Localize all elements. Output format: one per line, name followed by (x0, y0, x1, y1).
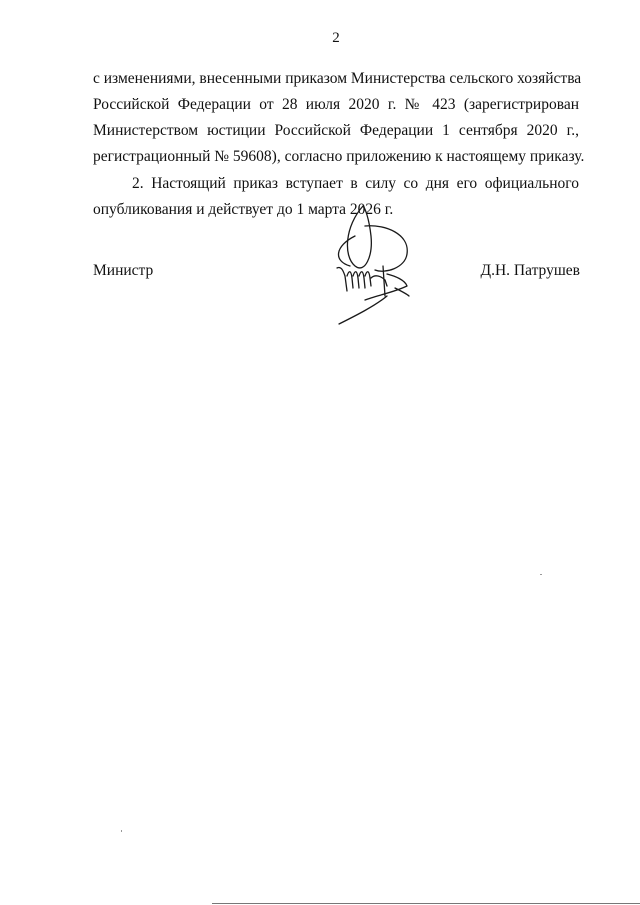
text-line: с изменениями, внесенными приказом Министерства сельского хозяйства (93, 70, 582, 87)
signatory-title: Министр (93, 262, 154, 279)
text-line: опубликования и действует до 1 марта 2026 г. (93, 201, 394, 218)
page-number: 2 (332, 30, 340, 46)
page-bottom-edge (212, 903, 640, 904)
text-line: Российской Федерации от 28 июля 2020 г. № 423 (зарегистрирован (93, 96, 579, 113)
handwritten-signature (325, 196, 425, 331)
paragraph-amendments (93, 66, 585, 170)
text-line: Министерством юстиции Российской Федерации 1 сентября 2020 г., (93, 122, 579, 139)
signatory-name: Д.Н. Патрушев (480, 262, 580, 279)
text-line: регистрационный № 59608), согласно приложению к настоящему приказу. (93, 148, 585, 165)
text-line: 2. Настоящий приказ вступает в силу со дня его официального (132, 175, 579, 192)
scan-speck (121, 830, 122, 832)
scan-speck (540, 574, 542, 575)
